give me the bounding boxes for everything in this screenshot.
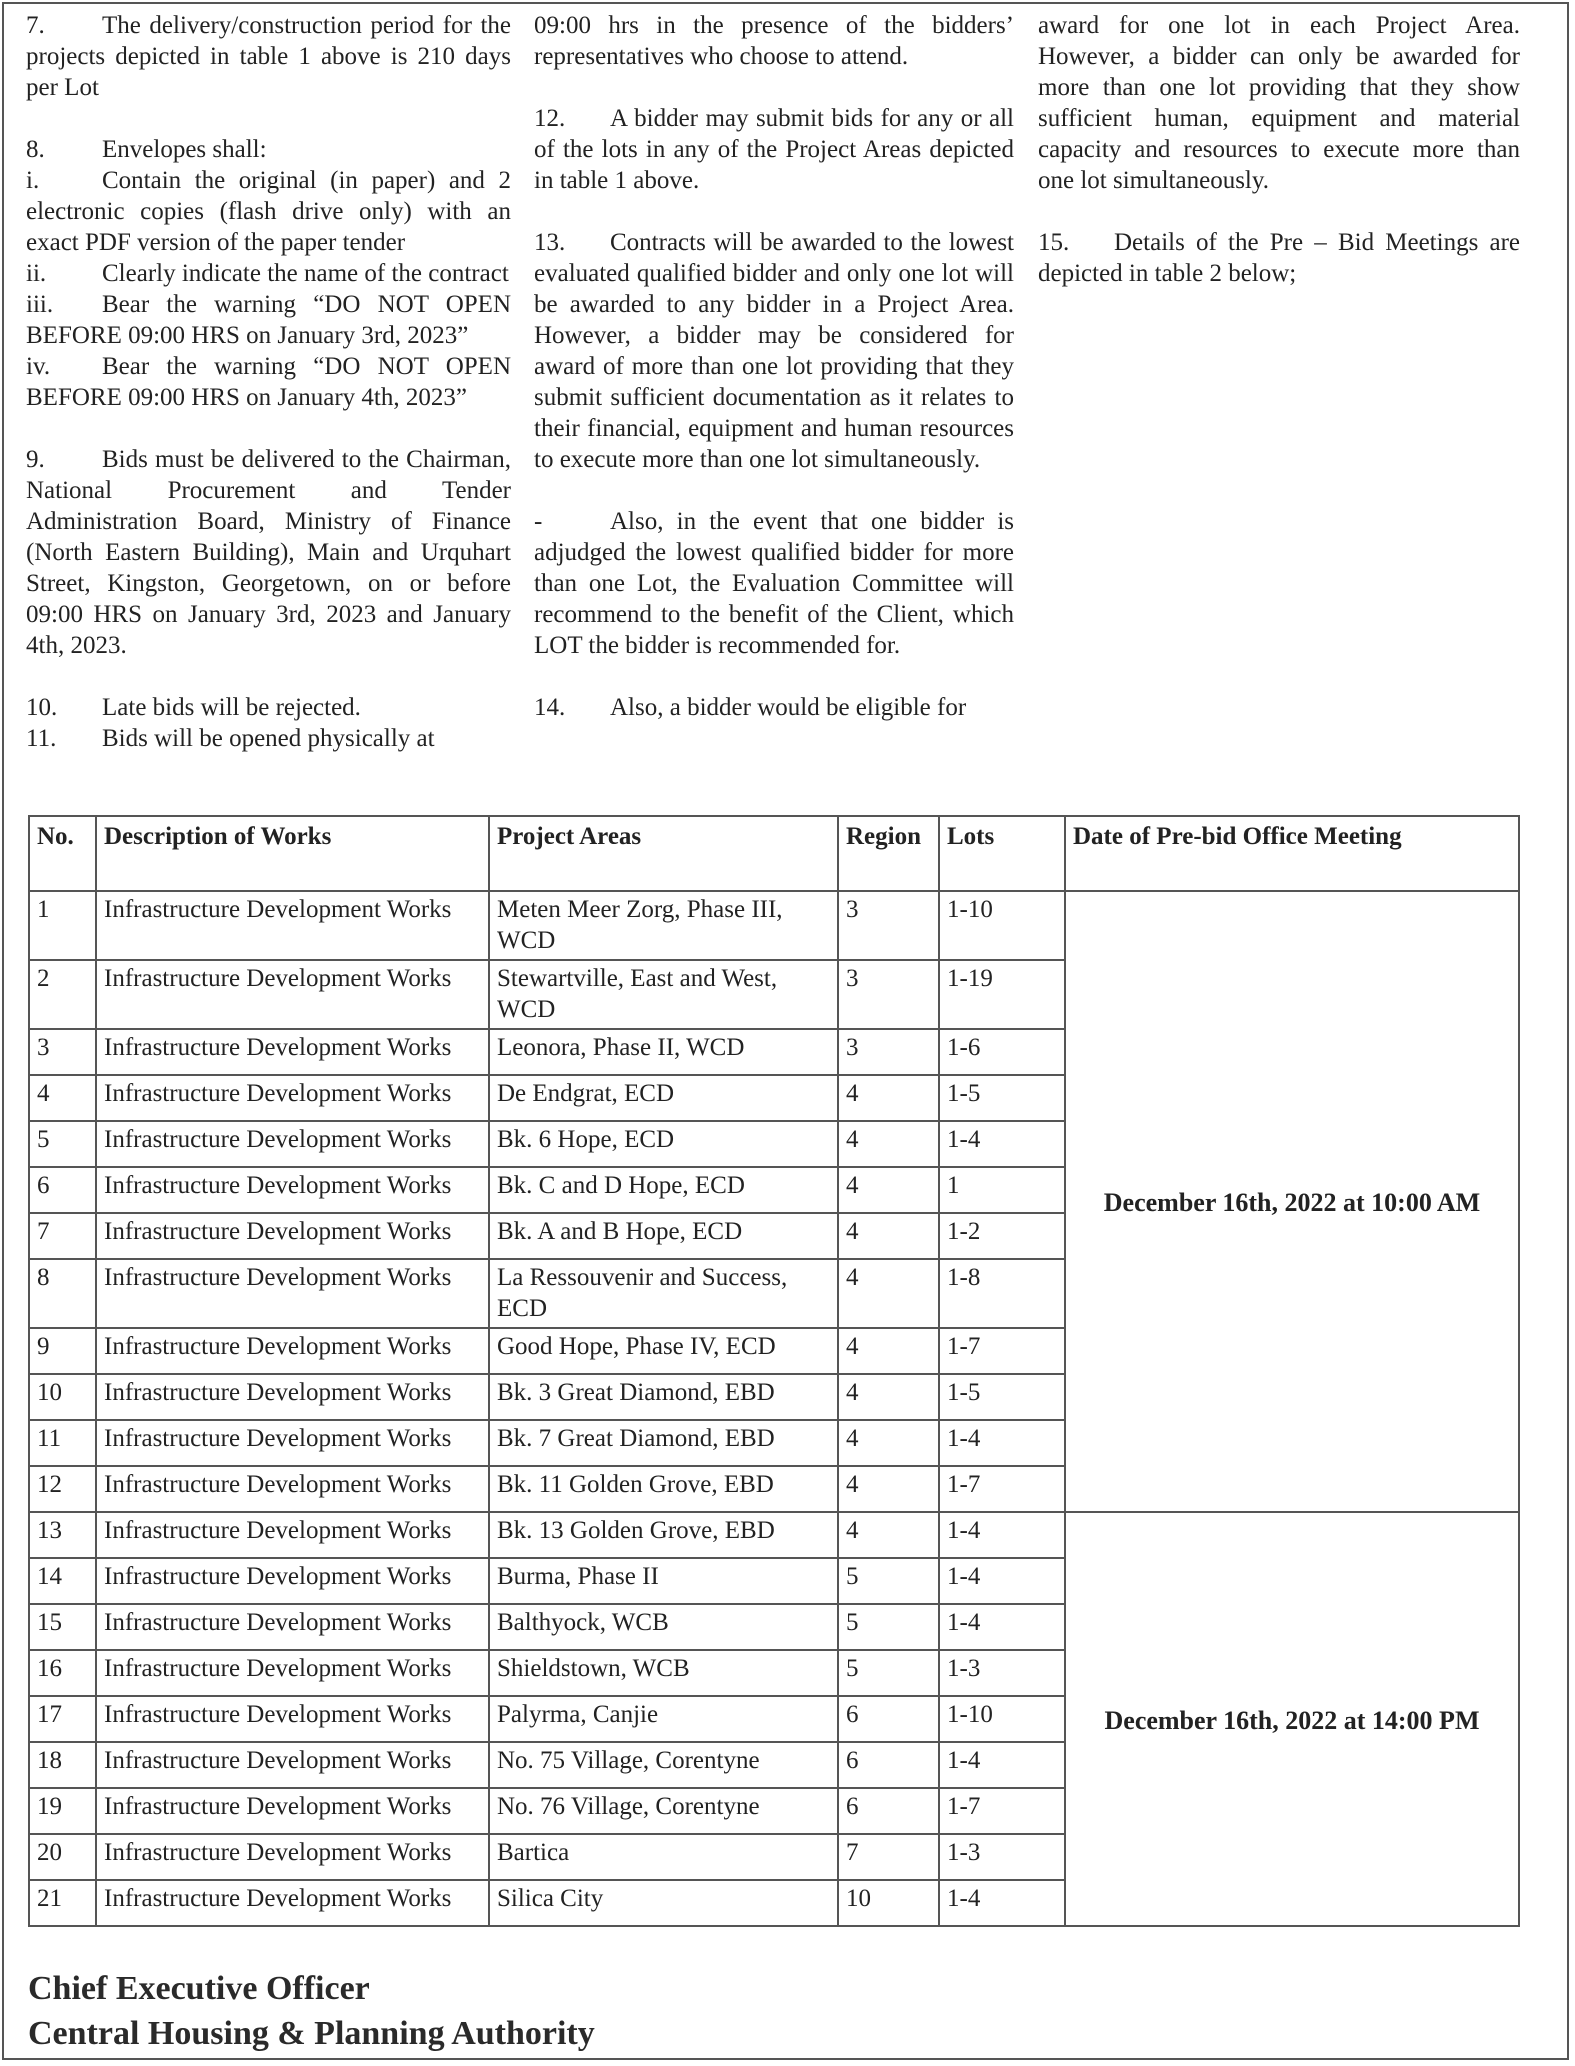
cell-lots: 1-10: [939, 891, 1065, 960]
text-column-3: [1038, 10, 1520, 289]
cell-project-area: Bk. 7 Great Diamond, EBD: [489, 1420, 838, 1466]
clause-13: 13. Contracts will be awarded to the lowest evaluated qualified bidder and only one lot will be awarded to any bidder in a Project Area. However, a bidder may be considered for award of more than one lot providing that they submit sufficient documentation as it relates to their financial, equipment and human resources to execute more than one lot simultaneously.: [534, 229, 1014, 473]
cell-no: 3: [29, 1029, 96, 1075]
cell-lots: 1-2: [939, 1213, 1065, 1259]
cell-no: 11: [29, 1420, 96, 1466]
cell-description: Infrastructure Development Works: [96, 1466, 489, 1512]
cell-no: 12: [29, 1466, 96, 1512]
cell-region: 5: [838, 1650, 939, 1696]
cell-no: 15: [29, 1604, 96, 1650]
cell-project-area: De Endgrat, ECD: [489, 1075, 838, 1121]
cell-description: Infrastructure Development Works: [96, 960, 489, 1029]
cell-no: 17: [29, 1696, 96, 1742]
clause-11-cont: 09:00 hrs in the presence of the bidders’ representatives who choose to attend.: [534, 12, 1014, 70]
cell-description: Infrastructure Development Works: [96, 1696, 489, 1742]
cell-region: 4: [838, 1374, 939, 1420]
cell-description: Infrastructure Development Works: [96, 1374, 489, 1420]
cell-project-area: Leonora, Phase II, WCD: [489, 1029, 838, 1075]
clause-10: 10. Late bids will be rejected.: [26, 694, 361, 721]
cell-no: 10: [29, 1374, 96, 1420]
cell-project-area: Balthyock, WCB: [489, 1604, 838, 1650]
header-region: Region: [838, 816, 939, 891]
header-description: Description of Works: [96, 816, 489, 891]
cell-project-area: No. 76 Village, Corentyne: [489, 1788, 838, 1834]
cell-no: 8: [29, 1259, 96, 1328]
header-meeting-date: Date of Pre-bid Office Meeting: [1065, 816, 1519, 891]
cell-description: Infrastructure Development Works: [96, 1742, 489, 1788]
cell-description: Infrastructure Development Works: [96, 1328, 489, 1374]
cell-lots: 1-4: [939, 1558, 1065, 1604]
cell-region: 6: [838, 1742, 939, 1788]
clause-12: 12. A bidder may submit bids for any or all of the lots in any of the Project Areas depicted in table 1 above.: [534, 105, 1014, 194]
header-no: No.: [29, 816, 96, 891]
header-project-areas: Project Areas: [489, 816, 838, 891]
cell-no: 20: [29, 1834, 96, 1880]
cell-description: Infrastructure Development Works: [96, 1880, 489, 1926]
cell-lots: 1-3: [939, 1834, 1065, 1880]
cell-lots: 1-4: [939, 1121, 1065, 1167]
cell-project-area: Bartica: [489, 1834, 838, 1880]
cell-description: Infrastructure Development Works: [96, 1604, 489, 1650]
cell-project-area: Shieldstown, WCB: [489, 1650, 838, 1696]
cell-lots: 1: [939, 1167, 1065, 1213]
cell-region: 5: [838, 1558, 939, 1604]
clause-8-ii: ii. Clearly indicate the name of the contract: [26, 260, 509, 287]
cell-project-area: La Ressouvenir and Success, ECD: [489, 1259, 838, 1328]
cell-project-area: Bk. 6 Hope, ECD: [489, 1121, 838, 1167]
cell-meeting-date: December 16th, 2022 at 14:00 PM: [1065, 1512, 1519, 1926]
cell-project-area: Bk. 3 Great Diamond, EBD: [489, 1374, 838, 1420]
cell-project-area: Meten Meer Zorg, Phase III, WCD: [489, 891, 838, 960]
cell-region: 3: [838, 1029, 939, 1075]
table-body: [29, 891, 1519, 1926]
cell-no: 14: [29, 1558, 96, 1604]
table-header-row: [29, 816, 1519, 891]
cell-meeting-date: December 16th, 2022 at 10:00 AM: [1065, 891, 1519, 1512]
cell-no: 19: [29, 1788, 96, 1834]
clause-13-note: - Also, in the event that one bidder is adjudged the lowest qualified bidder for more than one Lot, the Evaluation Committee will recommend to the benefit of the Client, which LOT the bidder is recommended for.: [534, 508, 1014, 659]
clause-11: 11. Bids will be opened physically at: [26, 725, 435, 752]
cell-no: 1: [29, 891, 96, 960]
cell-project-area: Silica City: [489, 1880, 838, 1926]
cell-lots: 1-7: [939, 1466, 1065, 1512]
signatory-title: Chief Executive Officer: [28, 1970, 370, 2007]
cell-description: Infrastructure Development Works: [96, 1512, 489, 1558]
cell-no: 16: [29, 1650, 96, 1696]
cell-project-area: Burma, Phase II: [489, 1558, 838, 1604]
cell-lots: 1-10: [939, 1696, 1065, 1742]
cell-region: 6: [838, 1696, 939, 1742]
cell-lots: 1-4: [939, 1604, 1065, 1650]
cell-project-area: Bk. 11 Golden Grove, EBD: [489, 1466, 838, 1512]
cell-region: 3: [838, 891, 939, 960]
cell-no: 13: [29, 1512, 96, 1558]
clause-14-cont: award for one lot in each Project Area. However, a bidder can only be awarded for more than one lot providing that they show sufficient human, equipment and material capacity and resources to execute more than one lot simultaneously.: [1038, 12, 1520, 194]
signature-block: [28, 1966, 595, 2056]
cell-project-area: Bk. 13 Golden Grove, EBD: [489, 1512, 838, 1558]
cell-project-area: Bk. A and B Hope, ECD: [489, 1213, 838, 1259]
cell-region: 4: [838, 1259, 939, 1328]
cell-description: Infrastructure Development Works: [96, 1029, 489, 1075]
cell-project-area: No. 75 Village, Corentyne: [489, 1742, 838, 1788]
cell-description: Infrastructure Development Works: [96, 1167, 489, 1213]
text-column-2: [534, 10, 1014, 723]
cell-no: 9: [29, 1328, 96, 1374]
cell-no: 7: [29, 1213, 96, 1259]
cell-region: 4: [838, 1328, 939, 1374]
cell-lots: 1-19: [939, 960, 1065, 1029]
cell-no: 6: [29, 1167, 96, 1213]
table-row: [29, 1512, 1519, 1558]
cell-no: 18: [29, 1742, 96, 1788]
clause-14: 14. Also, a bidder would be eligible for: [534, 694, 967, 721]
cell-lots: 1-4: [939, 1880, 1065, 1926]
clause-15: 15. Details of the Pre – Bid Meetings are depicted in table 2 below;: [1038, 229, 1520, 287]
cell-description: Infrastructure Development Works: [96, 1420, 489, 1466]
cell-lots: 1-5: [939, 1075, 1065, 1121]
cell-region: 10: [838, 1880, 939, 1926]
clause-9: 9. Bids must be delivered to the Chairman, National Procurement and Tender Administration Board, Ministry of Finance (North Eastern Building), Main and Urquhart Street, Kingston, Georgetown, on or before 09:00 HRS on January 3rd, 2023 and January 4th, 2023.: [26, 446, 511, 659]
cell-region: 3: [838, 960, 939, 1029]
cell-description: Infrastructure Development Works: [96, 1121, 489, 1167]
cell-lots: 1-4: [939, 1512, 1065, 1558]
clause-8-iii: iii. Bear the warning “DO NOT OPEN BEFORE 09:00 HRS on January 3rd, 2023”: [26, 291, 511, 349]
clause-7: 7. The delivery/construction period for the projects depicted in table 1 above is 210 days per Lot: [26, 12, 511, 101]
cell-description: Infrastructure Development Works: [96, 1834, 489, 1880]
cell-region: 4: [838, 1213, 939, 1259]
cell-region: 4: [838, 1512, 939, 1558]
cell-description: Infrastructure Development Works: [96, 1558, 489, 1604]
cell-lots: 1-8: [939, 1259, 1065, 1328]
cell-project-area: Bk. C and D Hope, ECD: [489, 1167, 838, 1213]
cell-project-area: Good Hope, Phase IV, ECD: [489, 1328, 838, 1374]
cell-region: 4: [838, 1075, 939, 1121]
cell-region: 7: [838, 1834, 939, 1880]
cell-description: Infrastructure Development Works: [96, 1213, 489, 1259]
cell-region: 4: [838, 1466, 939, 1512]
signatory-organization: Central Housing & Planning Authority: [28, 2015, 595, 2052]
cell-region: 4: [838, 1167, 939, 1213]
table-row: [29, 891, 1519, 960]
cell-description: Infrastructure Development Works: [96, 1650, 489, 1696]
text-column-1: [26, 10, 511, 754]
clause-8-i: i. Contain the original (in paper) and 2 electronic copies (flash drive only) with an exact PDF version of the paper tender: [26, 167, 511, 256]
header-lots: Lots: [939, 816, 1065, 891]
cell-project-area: Stewartville, East and West, WCD: [489, 960, 838, 1029]
cell-region: 4: [838, 1121, 939, 1167]
cell-region: 4: [838, 1420, 939, 1466]
cell-lots: 1-7: [939, 1328, 1065, 1374]
cell-project-area: Palyrma, Canjie: [489, 1696, 838, 1742]
cell-lots: 1-4: [939, 1420, 1065, 1466]
cell-lots: 1-7: [939, 1788, 1065, 1834]
cell-no: 2: [29, 960, 96, 1029]
cell-description: Infrastructure Development Works: [96, 1075, 489, 1121]
cell-lots: 1-4: [939, 1742, 1065, 1788]
cell-no: 21: [29, 1880, 96, 1926]
clause-8-iv: iv. Bear the warning “DO NOT OPEN BEFORE 09:00 HRS on January 4th, 2023”: [26, 353, 511, 411]
clause-8: 8. Envelopes shall:: [26, 136, 267, 163]
cell-description: Infrastructure Development Works: [96, 1259, 489, 1328]
cell-no: 4: [29, 1075, 96, 1121]
cell-lots: 1-5: [939, 1374, 1065, 1420]
cell-no: 5: [29, 1121, 96, 1167]
pre-bid-meetings-table: [28, 815, 1520, 1927]
cell-description: Infrastructure Development Works: [96, 891, 489, 960]
cell-region: 5: [838, 1604, 939, 1650]
cell-description: Infrastructure Development Works: [96, 1788, 489, 1834]
cell-lots: 1-3: [939, 1650, 1065, 1696]
cell-lots: 1-6: [939, 1029, 1065, 1075]
cell-region: 6: [838, 1788, 939, 1834]
